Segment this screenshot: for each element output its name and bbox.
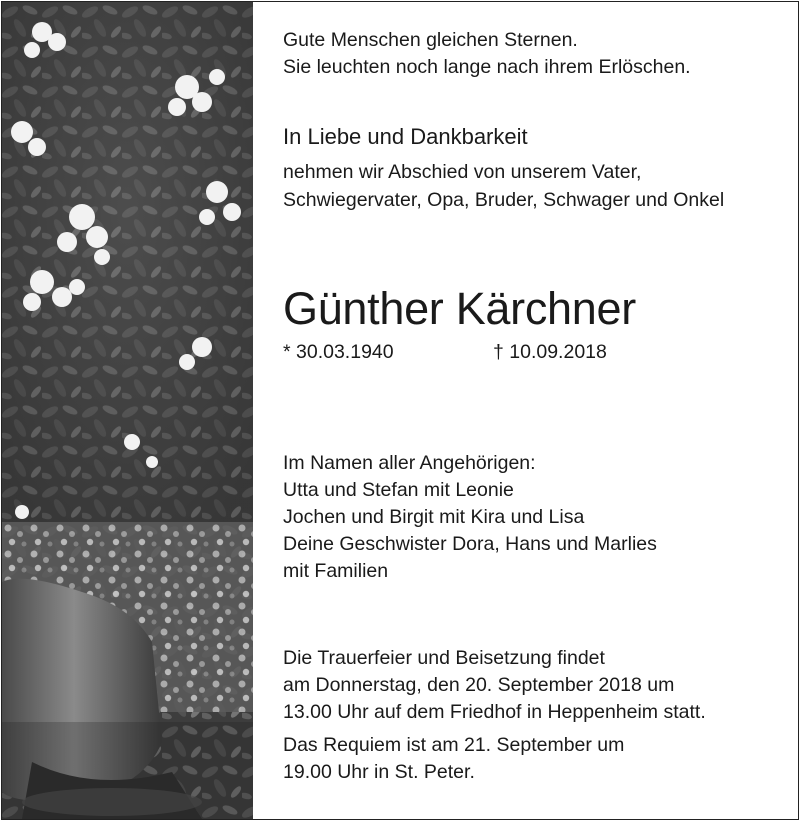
requiem-line-1: Das Requiem ist am 21. September um: [283, 734, 625, 756]
mourners-line-4: Deine Geschwister Dora, Hans und Marlies: [283, 533, 657, 555]
mourners-line-5: mit Familien: [283, 560, 389, 582]
requiem-line-2: 19.00 Uhr in St. Peter.: [283, 761, 475, 783]
death-date: † 10.09.2018: [493, 341, 607, 363]
intro-line-1: nehmen wir Abschied von unserem Vater,: [283, 161, 642, 183]
funeral-line-1: Die Trauerfeier und Beisetzung findet: [283, 647, 605, 669]
mourners-line-2: Utta und Stefan mit Leonie: [283, 479, 514, 501]
quote-line-1: Gute Menschen gleichen Sternen.: [283, 29, 578, 51]
intro-heading: In Liebe und Dankbarkeit: [283, 124, 528, 149]
mourners-line-1: Im Namen aller Angehörigen:: [283, 452, 536, 474]
notice-border: [1, 1, 799, 820]
funeral-line-3: 13.00 Uhr auf dem Friedhof in Heppenheim statt.: [283, 701, 706, 723]
quote-line-2: Sie leuchten noch lange nach ihrem Erlöschen.: [283, 56, 691, 78]
mourners-line-3: Jochen und Birgit mit Kira und Lisa: [283, 506, 585, 528]
deceased-name: Günther Kärchner: [283, 283, 636, 334]
intro-line-2: Schwiegervater, Opa, Bruder, Schwager und Onkel: [283, 189, 725, 211]
funeral-line-2: am Donnerstag, den 20. September 2018 um: [283, 674, 675, 696]
birth-date: * 30.03.1940: [283, 341, 394, 363]
